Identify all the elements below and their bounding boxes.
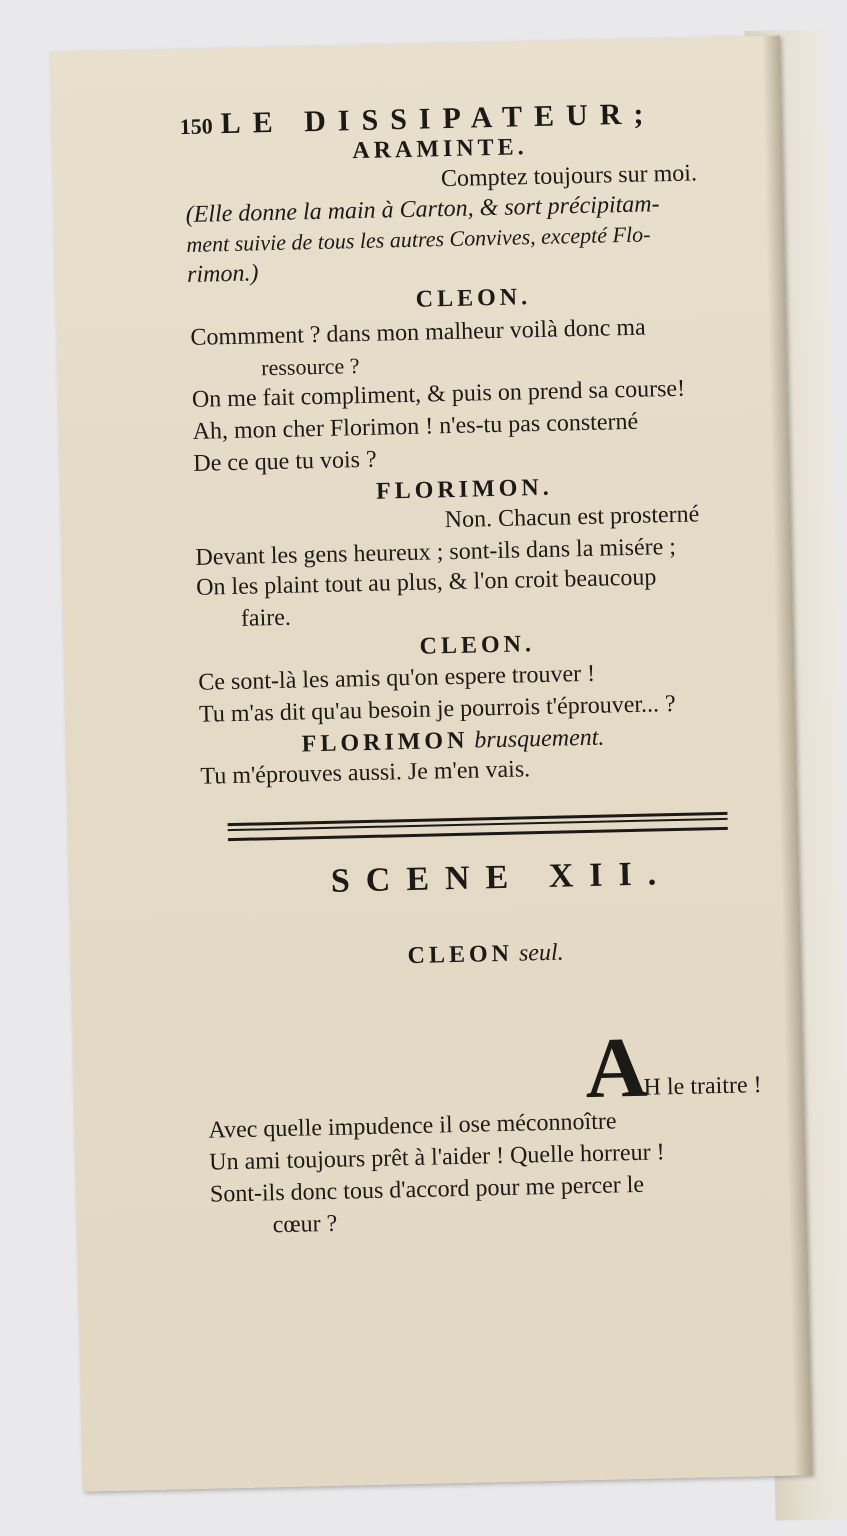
speaker-florimon-brusquement — [301, 724, 604, 759]
speaker-florimon: FLORIMON. — [375, 474, 553, 505]
stage-direction: seul. — [518, 939, 564, 967]
verse-line: Tu m'as dit qu'au besoin je pourrois t'éprouver... ? — [198, 690, 676, 728]
scene-speaker — [407, 939, 564, 971]
verse-line: Un ami toujours prêt à l'aider ! Quelle horreur ! — [208, 1139, 665, 1176]
verse-line: On me fait compliment, & puis on prend sa course! — [191, 375, 686, 413]
ornamental-rule — [228, 812, 728, 841]
stage-direction: rimon.) — [186, 260, 259, 288]
verse-line: Devant les gens heureux ; sont-ils dans la misére ; — [195, 533, 677, 571]
verse-line: faire. — [240, 604, 292, 632]
stage-direction: (Elle donne la main à Carton, & sort précipitam- — [185, 191, 660, 228]
verse-line: Ah, mon cher Florimon ! n'es-tu pas consterné — [192, 408, 639, 445]
drop-cap: A — [584, 1018, 649, 1117]
verse-line: On les plaint tout au plus, & l'on croit beaucoup — [195, 564, 657, 601]
verse-line: Avec quelle impudence il ose méconnoître — [208, 1108, 617, 1144]
speaker-araminte: ARAMINTE. — [352, 134, 528, 165]
speaker-florimon: FLORIMON — [301, 727, 469, 758]
verse-line: Sont-ils donc tous d'accord pour me percer le — [209, 1171, 645, 1208]
stage-direction: ment suivie de tous les autres Convives, excepté Flo- — [186, 221, 651, 257]
verse-line: Commment ? dans mon malheur voilà donc ma — [190, 314, 646, 351]
verse-line: De ce que tu vois ? — [193, 446, 377, 477]
verse-line: Non. Chacun est prosterné — [444, 501, 700, 534]
book-page — [50, 35, 812, 1491]
verse-line: Ce sont-là les amis qu'on espere trouver ! — [198, 660, 596, 696]
speaker-cleon: CLEON. — [415, 284, 532, 313]
verse-line: Comptez toujours sur moi. — [440, 160, 698, 193]
running-title: LE DISSIPATEUR; — [220, 97, 656, 141]
scene-heading: SCENE XII. — [330, 855, 673, 900]
verse-line: Tu m'éprouves aussi. Je m'en vais. — [200, 756, 531, 790]
stage-direction: brusquement. — [474, 724, 605, 754]
verse-line: H le traitre ! — [643, 1072, 762, 1101]
verse-line: ressource ? — [260, 353, 360, 381]
speaker-cleon: CLEON. — [419, 631, 536, 660]
speaker-cleon: CLEON — [407, 940, 514, 970]
verse-line: cœur ? — [272, 1210, 338, 1239]
page-number: 150 — [179, 113, 214, 140]
